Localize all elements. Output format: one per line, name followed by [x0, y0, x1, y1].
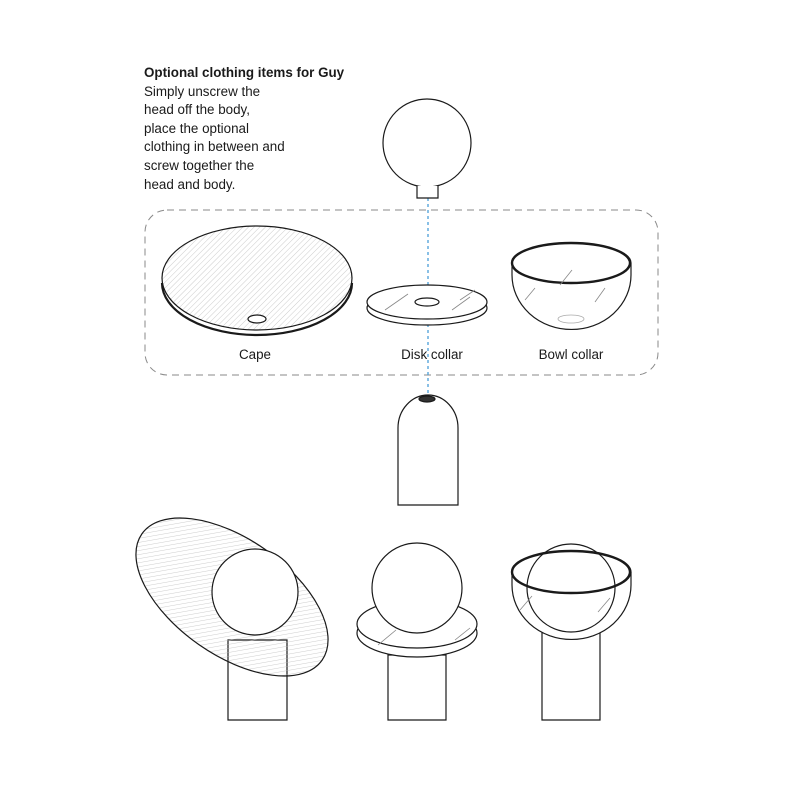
- cape-label: Cape: [238, 347, 272, 362]
- disk-collar-label: Disk collar: [401, 347, 463, 362]
- assembled-disk-collar: [357, 543, 477, 720]
- instructions-line: place the optional: [144, 120, 249, 136]
- head-part: [383, 99, 471, 198]
- assembled-cape: [109, 486, 356, 720]
- instructions-line: head off the body,: [144, 102, 250, 118]
- assembled-bowl-collar: [512, 544, 631, 720]
- cape-item: [162, 226, 352, 335]
- instructions-title: Optional clothing items for Guy: [144, 65, 345, 80]
- bowl-collar-item: [512, 243, 631, 330]
- bowl-collar-label: Bowl collar: [538, 347, 604, 362]
- instructions-line: screw together the: [144, 157, 255, 173]
- body-part: [398, 395, 458, 505]
- instructions-line: clothing in between and: [144, 139, 285, 155]
- disk-collar-item: [367, 285, 487, 325]
- instructions-line: head and body.: [144, 176, 236, 192]
- instructions-line: Simply unscrew the: [144, 83, 261, 99]
